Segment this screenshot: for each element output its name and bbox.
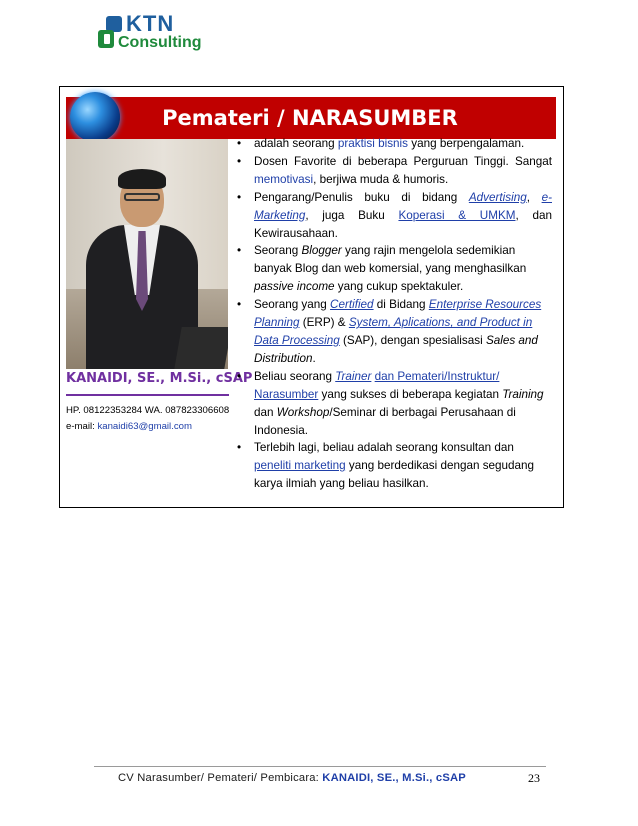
bullet-text: di Bidang: [373, 298, 429, 312]
bullet-text: (ERP) &: [299, 316, 349, 330]
bullet-text: dan: [254, 405, 277, 419]
bullet-text: yang sukses di beberapa kegiatan: [318, 387, 503, 401]
bullet-item: [237, 368, 552, 440]
bullet-text: , juga Buku: [305, 208, 399, 222]
bullet-link[interactable]: e-Marketing: [254, 190, 552, 222]
bullet-text: Blogger: [301, 244, 342, 258]
profile-bullet-list: [237, 135, 552, 493]
bullet-text: (SAP), dengan spesialisasi: [339, 333, 486, 347]
ktn-consulting-logo: [96, 11, 212, 54]
bullet-text: adalah seorang: [254, 137, 338, 150]
bullet-item: [237, 153, 552, 189]
email-line: [66, 419, 229, 435]
logo-consulting-text: Consulting: [118, 34, 202, 51]
bullet-text: /Seminar di berbagai Perusahaan di Indonesia.: [254, 405, 516, 437]
name-underline: [66, 394, 229, 396]
bullet-link[interactable]: Advertising: [468, 190, 527, 204]
bullet-link[interactable]: Trainer: [335, 369, 372, 383]
bullet-text: Seorang: [254, 244, 302, 258]
bullet-text: yang berpengalaman.: [407, 137, 525, 150]
footer-caption: [118, 772, 466, 784]
bullet-text: praktisi bisnis: [337, 137, 408, 150]
bullet-text: Pengarang/Penulis buku di bidang: [254, 190, 469, 204]
photo-laptop: [174, 327, 228, 369]
footer-prefix: CV Narasumber/ Pemateri/ Pembicara:: [118, 772, 323, 784]
bullet-text: passive income: [254, 280, 335, 294]
bullet-text: yang berdedikasi dengan segudang karya ilmiah yang beliau hasilkan.: [254, 459, 535, 491]
bullet-link[interactable]: Koperasi & UMKM: [398, 208, 516, 222]
bullet-item: [237, 242, 552, 296]
bullet-text: memotivasi: [254, 172, 314, 186]
page-number: 23: [528, 771, 540, 785]
speaker-name: KANAIDI, SE., M.Si., cSAP: [66, 371, 253, 386]
bullet-text: Terlebih lagi, beliau adalah seorang konsultan dan: [254, 441, 514, 455]
bullet-link[interactable]: Certified: [330, 298, 374, 312]
globe-icon: [70, 92, 120, 142]
bullet-link[interactable]: Enterprise Resources Planning: [254, 298, 542, 330]
photo-hair: [118, 169, 166, 189]
bullet-item: [237, 189, 552, 243]
bullet-text: yang rajin mengelola sedemikian banyak Blog dan web komersial, yang menghasilkan: [254, 244, 527, 276]
speaker-photo: [66, 139, 228, 369]
bullet-text: Workshop: [276, 405, 330, 419]
bullet-link[interactable]: System, Aplications, and Product in Data Processing: [254, 316, 533, 347]
phone-numbers: HP. 08122353284 WA. 087823306608: [66, 405, 230, 416]
bullet-item: [237, 296, 552, 368]
photo-glasses: [124, 193, 160, 201]
footer-name: KANAIDI, SE., M.Si., cSAP: [322, 772, 466, 784]
logo-ktn-text: KTN: [126, 11, 175, 36]
bullet-text: , dan Kewirausahaan.: [254, 208, 552, 240]
bullet-text: Training: [502, 387, 544, 401]
email-address[interactable]: kanaidi63@gmail.com: [97, 421, 192, 432]
bullet-text: yang cukup spektakuler.: [334, 280, 464, 294]
bullet-text: Beliau seorang: [254, 369, 336, 383]
bullet-text: ,: [526, 190, 542, 204]
bullet-item: [237, 135, 552, 153]
contact-info: [66, 403, 229, 435]
bullet-link[interactable]: dan Pemateri/Instruktur/ Narasumber: [254, 369, 500, 401]
bullet-text: .: [312, 351, 316, 365]
bullet-text: , berjiwa muda & humoris.: [313, 172, 449, 186]
bullet-item: [237, 439, 552, 493]
banner-title: Pemateri / NARASUMBER: [162, 106, 458, 130]
email-label: e-mail:: [66, 421, 98, 432]
bullet-link[interactable]: peneliti marketing: [254, 459, 346, 473]
bullet-text: Dosen Favorite di beberapa Perguruan Tinggi. Sangat: [254, 154, 552, 168]
bullet-text: Seorang yang: [254, 298, 331, 312]
bullet-text: Sales and Distribution: [254, 333, 538, 365]
footer-divider: [94, 766, 546, 767]
